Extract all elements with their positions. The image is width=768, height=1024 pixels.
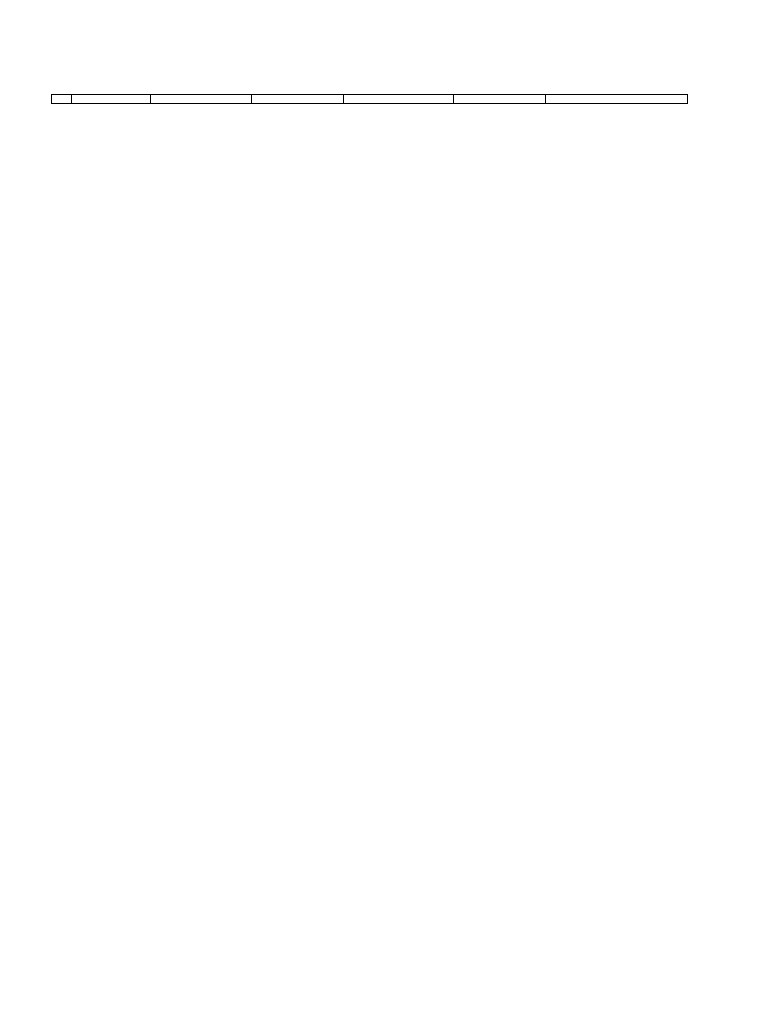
header-kegiatan bbox=[72, 95, 151, 104]
header-no bbox=[52, 95, 72, 104]
header-hasil bbox=[344, 95, 454, 104]
table-header-row bbox=[52, 95, 688, 104]
header-tindak-lanjut bbox=[546, 95, 688, 104]
evaluation-table-1 bbox=[51, 94, 688, 104]
header-evaluasi bbox=[454, 95, 546, 104]
header-tujuan bbox=[151, 95, 252, 104]
header-pelaksana bbox=[252, 95, 344, 104]
